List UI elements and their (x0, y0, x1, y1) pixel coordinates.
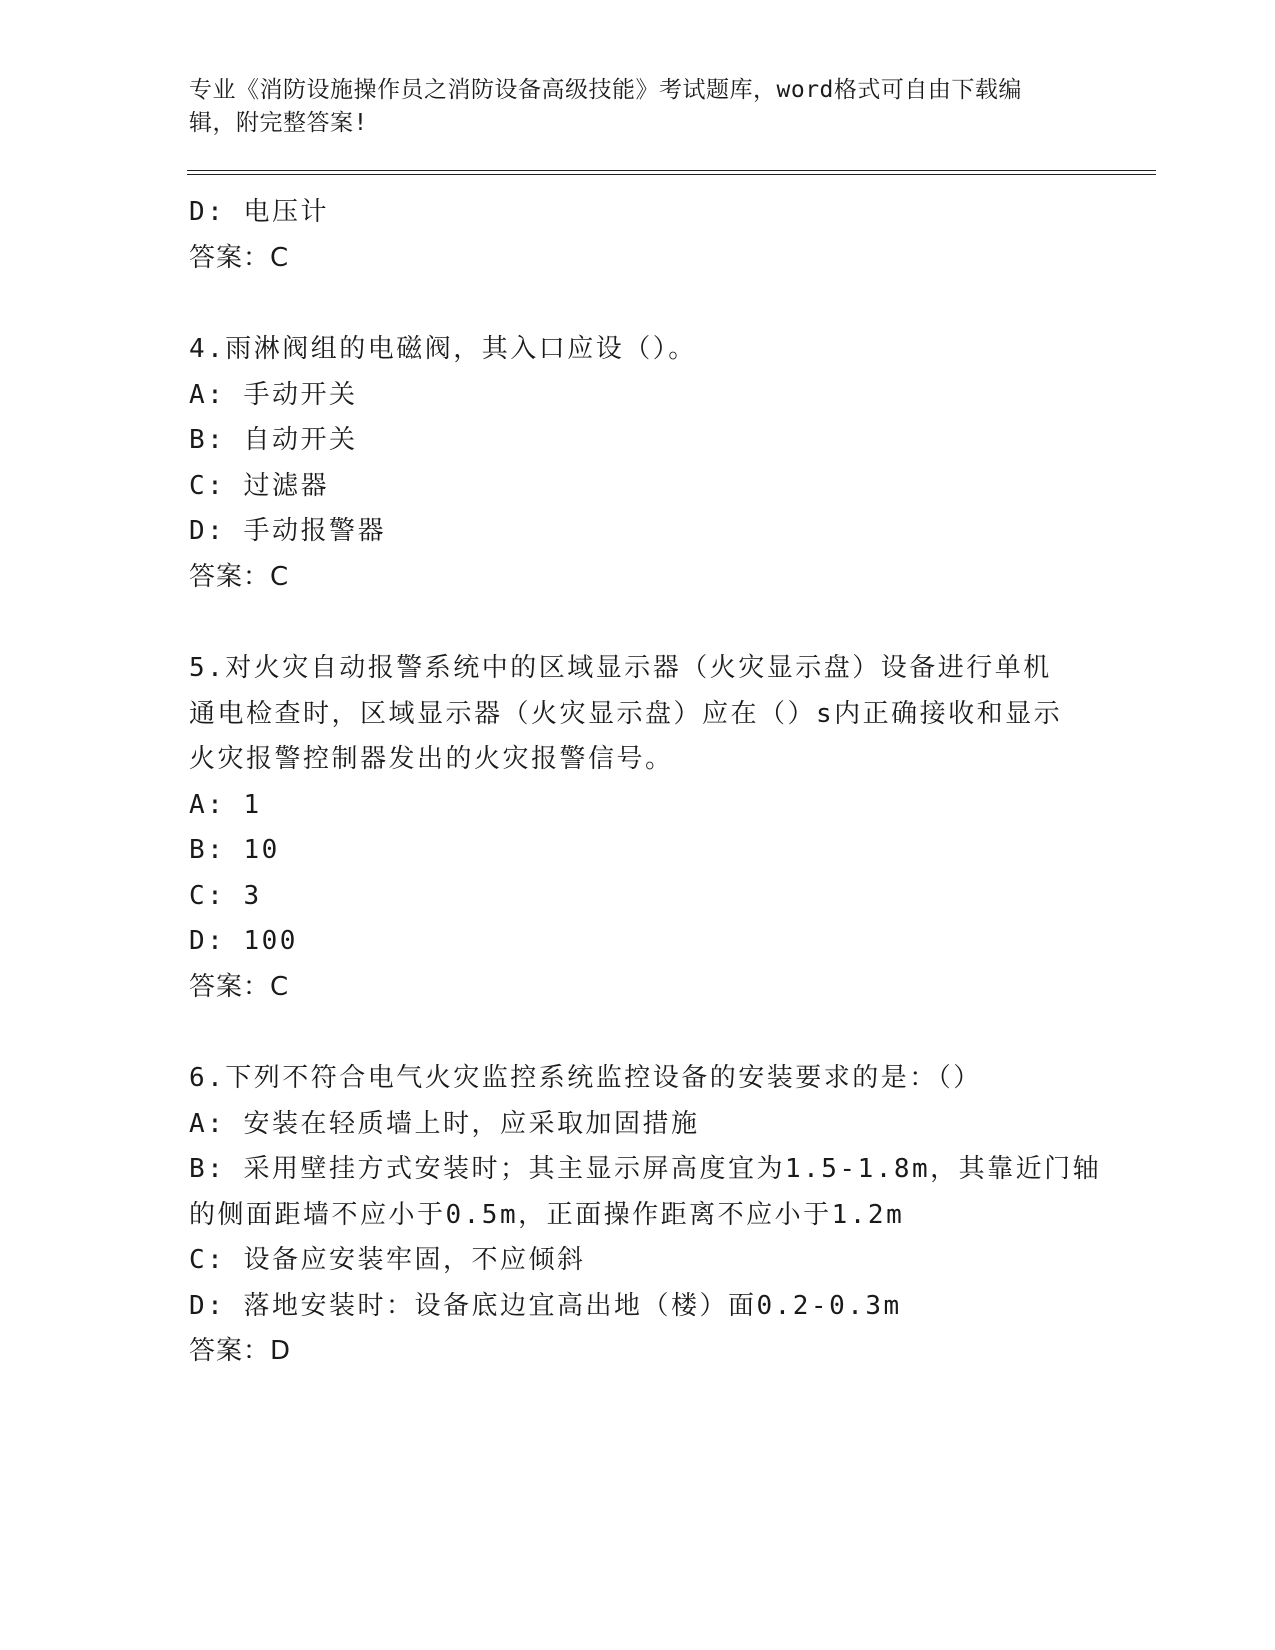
question-block-5 (189, 646, 1089, 1010)
question-content (189, 190, 1102, 1375)
question-block-4 (189, 327, 1089, 600)
option-a: A: 1 (189, 789, 262, 820)
option-b: B: 自动开关 (189, 425, 358, 455)
answer-line: 答案：C (189, 242, 290, 273)
question-block-3 (189, 190, 1089, 281)
option-d: D: 落地安装时：设备底边宜高出地（楼）面0.2-0.3m (189, 1290, 902, 1321)
document-header (189, 74, 1069, 140)
option-c: C: 3 (189, 880, 262, 911)
option-b-continued: 的侧面距墙不应小于0.5m，正面操作距离不应小于1.2m (189, 1199, 905, 1230)
option-d: D: 电压计 (189, 197, 329, 227)
header-line-1: 专业《消防设施操作员之消防设备高级技能》考试题库，word格式可自由下载编 (189, 77, 1022, 103)
option-b: B: 10 (189, 835, 280, 865)
answer-line: 答案：C (189, 971, 290, 1002)
header-line-2: 辑，附完整答案! (189, 110, 368, 136)
option-c: C: 设备应安装牢固，不应倾斜 (189, 1245, 586, 1275)
answer-line: 答案：C (189, 561, 290, 592)
option-c: C: 过滤器 (189, 470, 329, 501)
question-block-6 (189, 1056, 1102, 1375)
question-stem-line-1: 5.对火灾自动报警系统中的区域显示器（火灾显示盘）设备进行单机 (189, 653, 1052, 683)
header-divider-bottom (187, 174, 1156, 175)
header-divider-top (187, 170, 1156, 171)
question-stem-line-2: 通电检查时，区域显示器（火灾显示盘）应在（）s内正确接收和显示 (189, 698, 1063, 729)
option-d: D: 手动报警器 (189, 516, 386, 546)
option-b: B: 采用壁挂方式安装时；其主显示屏高度宜为1.5-1.8m，其靠近门轴 (189, 1154, 1102, 1184)
question-stem: 6.下列不符合电气火灾监控系统监控设备的安装要求的是：（） (189, 1063, 982, 1093)
option-a: A: 安装在轻质墙上时，应采取加固措施 (189, 1108, 700, 1139)
answer-line: 答案：D (189, 1336, 292, 1366)
question-stem: 4.雨淋阀组的电磁阀，其入口应设（）。 (189, 334, 697, 364)
option-d: D: 100 (189, 926, 298, 956)
question-stem-line-3: 火灾报警控制器发出的火灾报警信号。 (189, 744, 674, 774)
option-a: A: 手动开关 (189, 379, 358, 410)
